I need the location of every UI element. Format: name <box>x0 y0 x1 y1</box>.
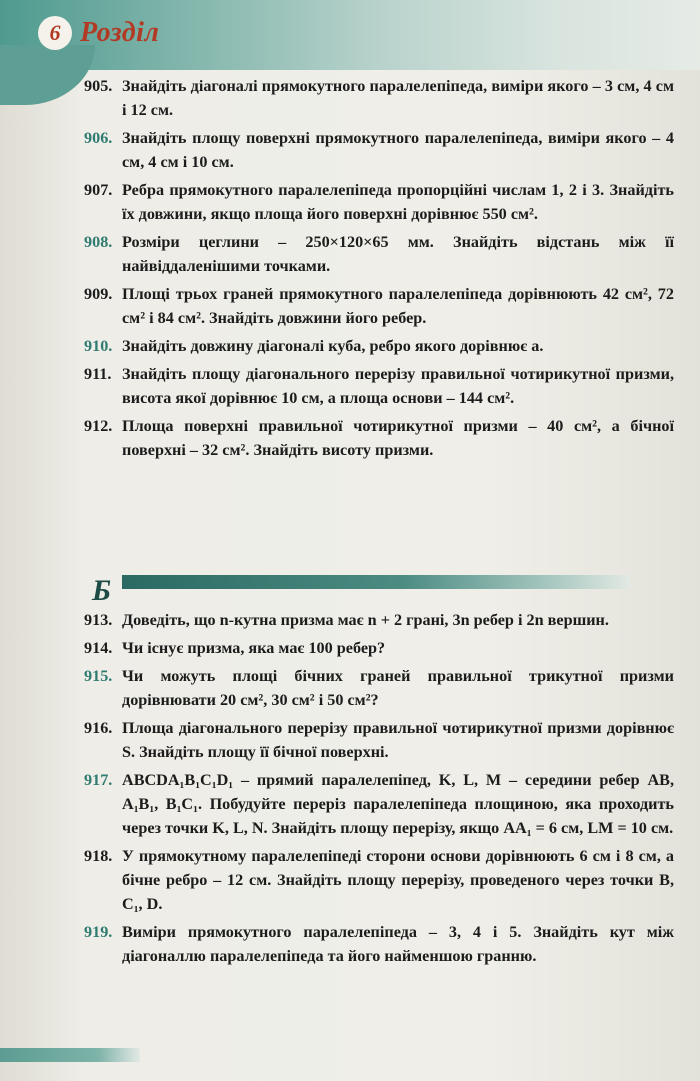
problem-912 <box>84 414 674 462</box>
problem-number: 909. <box>84 285 113 303</box>
problem-text: Знайдіть площу поверхні прямокутного паралелепіпеда, виміри якого – 4 см, 4 см і 10 см. <box>122 129 674 171</box>
problem-number: 915. <box>84 667 113 685</box>
section-title: Розділ <box>80 17 160 48</box>
problem-907 <box>84 178 674 226</box>
problem-text: Площа діагонального перерізу правильної чотирикутної призми дорівнює S. Знайдіть площу її бічної поверхні. <box>122 719 674 761</box>
group-b-divider <box>122 575 630 589</box>
problem-915 <box>84 664 674 712</box>
problem-919 <box>84 920 674 968</box>
problem-number: 906. <box>84 129 113 147</box>
problem-text: Доведіть, що n-кутна призма має n + 2 грані, 3n ребер і 2n вершин. <box>122 611 609 629</box>
problem-text: Ребра прямокутного паралелепіпеда пропорційні числам 1, 2 і 3. Знайдіть їх довжини, якщо площа його поверхні дорівнює 550 см². <box>122 181 674 223</box>
problem-text: Виміри прямокутного паралелепіпеда – 3, 4 і 5. Знайдіть кут між діагоналлю паралелепіпеда та його найменшою гранню. <box>122 923 674 965</box>
problem-text: Площі трьох граней прямокутного паралелепіпеда дорівнюють 42 см², 72 см² і 84 см². Знайдіть довжини його ребер. <box>122 285 674 327</box>
problem-906 <box>84 126 674 174</box>
problem-number: 912. <box>84 417 113 435</box>
problem-914 <box>84 636 674 660</box>
problem-909 <box>84 282 674 330</box>
problem-number: 908. <box>84 233 113 251</box>
group-b-label: Б <box>92 574 112 607</box>
problem-number: 916. <box>84 719 113 737</box>
problem-number: 917. <box>84 771 113 789</box>
problem-917 <box>84 768 674 840</box>
problem-text: Знайдіть довжину діагоналі куба, ребро якого дорівнює a. <box>122 337 544 355</box>
footer-decoration <box>0 1048 140 1062</box>
problem-916 <box>84 716 674 764</box>
problem-913 <box>84 608 674 632</box>
problem-911 <box>84 362 674 410</box>
problem-number: 911. <box>84 365 112 383</box>
problem-905 <box>84 74 674 122</box>
problem-number: 919. <box>84 923 113 941</box>
problem-number: 905. <box>84 77 113 95</box>
section-number-badge: 6 <box>38 16 72 50</box>
problem-number: 907. <box>84 181 113 199</box>
problem-text: У прямокутному паралелепіпеді сторони основи дорівнюють 6 см і 8 см, а бічне ребро – 12 см. Знайдіть площу перерізу, проведеного через точки B, C₁, D. <box>122 847 674 913</box>
problem-text: Чи можуть площі бічних граней правильної трикутної призми дорівнювати 20 см², 30 см² і 50 см²? <box>122 667 674 709</box>
problem-number: 918. <box>84 847 113 865</box>
problem-text: Знайдіть діагоналі прямокутного паралелепіпеда, виміри якого – 3 см, 4 см і 12 см. <box>122 77 674 119</box>
problem-number: 913. <box>84 611 113 629</box>
problem-910 <box>84 334 674 358</box>
problem-list-b <box>84 608 674 972</box>
problem-918 <box>84 844 674 916</box>
problem-number: 910. <box>84 337 113 355</box>
problem-text: ABCDA₁B₁C₁D₁ – прямий паралелепіпед, K, L, M – середини ребер AB, A₁B₁, B₁C₁. Побудуйте переріз паралелепіпеда площиною, яка проходить через точки K, L, N. Знайдіть площу перерізу, якщо AA₁ = 6 см, LM = 10 см. <box>122 771 674 837</box>
problem-number: 914. <box>84 639 113 657</box>
problem-text: Площа поверхні правильної чотирикутної призми – 40 см², а бічної поверхні – 32 см². Знайдіть висоту призми. <box>122 417 674 459</box>
problem-text: Розміри цеглини – 250×120×65 мм. Знайдіть відстань між її найвіддаленішими точками. <box>122 233 674 275</box>
problem-text: Знайдіть площу діагонального перерізу правильної чотирикутної призми, висота якої дорівнює 10 см, а площа основи – 144 см². <box>122 365 674 407</box>
problem-908 <box>84 230 674 278</box>
problem-text: Чи існує призма, яка має 100 ребер? <box>122 639 386 657</box>
problem-list-a <box>84 74 674 466</box>
